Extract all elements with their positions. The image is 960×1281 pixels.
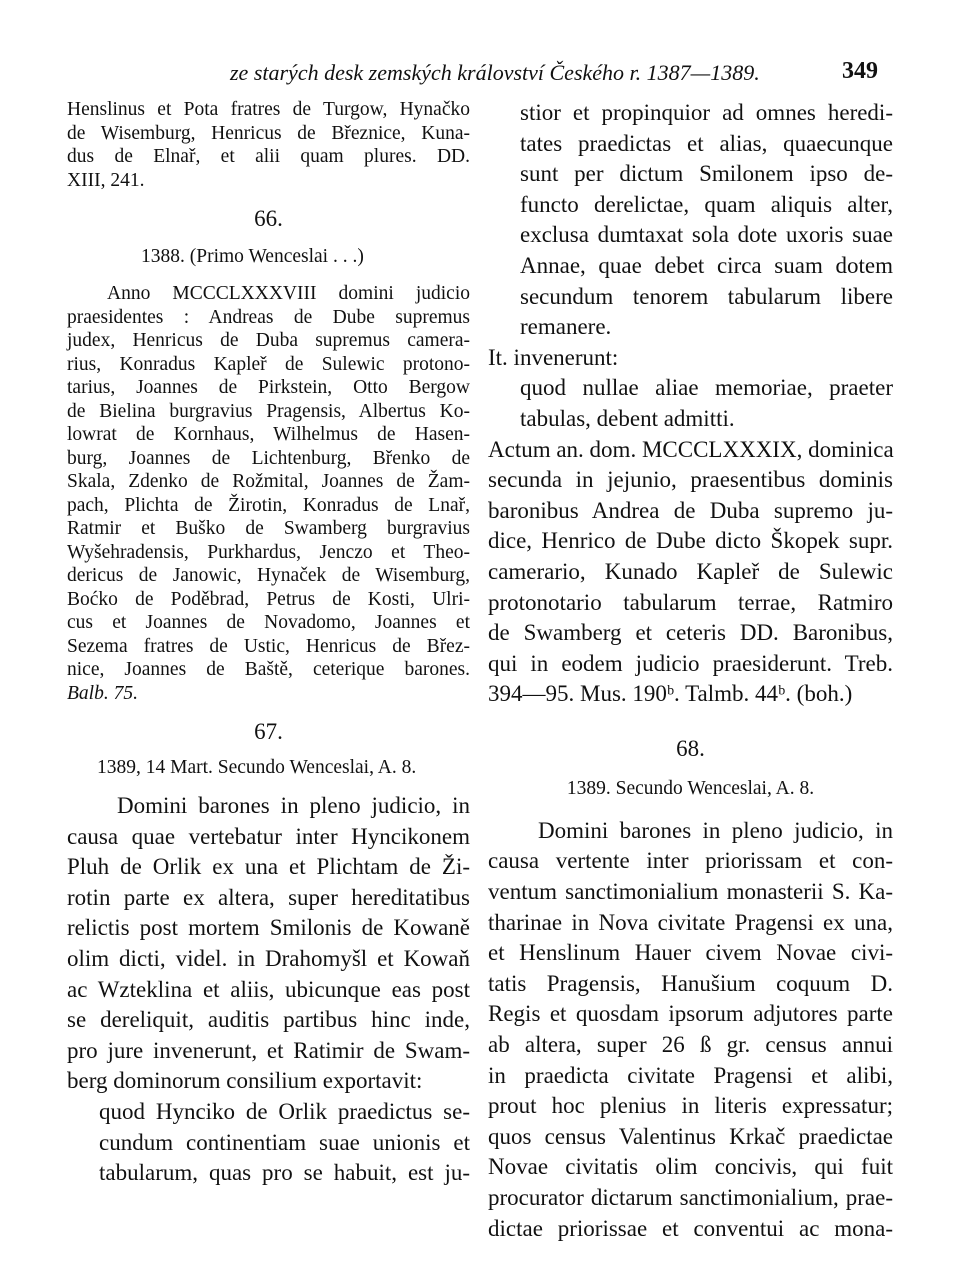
text-line: secunda in jejunio, praesentibus dominis: [488, 467, 893, 493]
text-line: ac Wzteklina et aliis, ubicunque eas post: [67, 976, 470, 1002]
text-line: dericus de Janowic, Hynaček de Wisemburg,: [67, 565, 470, 586]
text-line: dice, Henrico de Dube dicto Škopek supr.: [488, 528, 893, 554]
text-line: causa quae vertebatur inter Hyncikonem: [67, 823, 470, 849]
text-line: Wyšehradensis, Purkhardus, Jenczo et Theo-: [67, 541, 470, 563]
text-line: Henslinus et Pota fratres de Turgow, Hynačko: [67, 99, 470, 120]
second-finding: [488, 373, 893, 434]
text-line: ab altera, super 26 ß gr. census annui: [488, 1032, 893, 1058]
entry-number-68: 68.: [676, 735, 705, 761]
text-line: Pluh de Orlik ex una et Plichtam de Ži-: [67, 854, 470, 880]
entry-date-66: 1388. (Primo Wenceslai . . .): [141, 246, 364, 267]
text-line: Skala, Zdenko de Rožmital, Joannes de Žam-: [67, 471, 470, 492]
text-line: de Bielina burgravius Pragensis, Albertus Ko-: [67, 400, 470, 422]
text-line: berg dominorum consilium exportavit:: [67, 1068, 423, 1094]
text-line: 394—95. Mus. 190ᵇ. Talmb. 44ᵇ. (boh.): [488, 681, 853, 707]
text-line: tharinae in Nova civitate Pragensi ex una,: [488, 909, 893, 935]
text-line: praesidentes : Andreas de Dube supremus: [67, 306, 470, 328]
entry-68-body: [488, 816, 893, 1244]
text-line: relictis post mortem Smilonis de Kowaně: [67, 915, 470, 941]
text-line: quod nullae aliae memoriae, praeter: [520, 375, 893, 401]
text-line: Ratmir et Buško de Swamberg burgravius: [67, 518, 470, 539]
text-line: se dereliquit, auditis partibus hinc inde,: [67, 1007, 470, 1033]
text-line: Actum an. dom. MCCCLXXXIX, dominica: [488, 436, 894, 462]
text-line: quos census Valentinus Krkač praedictae: [488, 1123, 893, 1149]
text-line: rotin parte ex altera, super hereditatibus: [67, 884, 470, 910]
text-line: Domini barones in pleno judicio, in: [538, 817, 893, 843]
text-line: judex, Henricus de Duba supremus camera-: [67, 330, 470, 351]
text-line: XIII, 241.: [67, 169, 145, 191]
text-line: nice, Joannes de Baště, ceterique barones.: [67, 659, 470, 680]
right-column: [488, 98, 893, 1244]
text-line: Annae, quae debet circa suam dotem: [520, 252, 893, 278]
text-line: ventum sanctimonialium monasterii S. Ka-: [488, 879, 893, 905]
text-line: lowrat de Kornhaus, Wilhelmus de Hasen-: [67, 424, 470, 445]
text-line: Regis et quosdam ipsorum adjutores parte: [488, 1001, 893, 1027]
entry-66-body: [67, 282, 470, 705]
text-line: tarius, Joannes de Pirkstein, Otto Bergow: [67, 377, 470, 398]
text-line: cus et Joannes de Novadomo, Joannes et: [67, 612, 470, 633]
actum-paragraph: [488, 435, 893, 710]
text-line: tatis Pragensis, Hanušium coquum D.: [488, 970, 893, 996]
text-line: functo derelictae, quam aliquis alter,: [520, 191, 893, 217]
text-line: prout hoc plenius in literis expressatur;: [488, 1093, 893, 1119]
entry-number-67: 67.: [254, 719, 283, 744]
text-line: et Henslinum Hauer civem Novae civi-: [488, 940, 893, 966]
text-line: tates praedictas et alias, quaecunque: [520, 130, 893, 156]
source-reference-text: Balb. 75.: [67, 682, 138, 704]
text-line: quod Hynciko de Orlik praedictus se-: [99, 1098, 470, 1124]
left-column: [67, 98, 470, 1189]
entry-date-67: 1389, 14 Mart. Secundo Wenceslai, A. 8.: [97, 757, 417, 778]
text-line: pach, Plichta de Žirotin, Konradus de Lnař,: [67, 494, 470, 516]
entry-67-body: [67, 791, 470, 1097]
text-line: tabulas, debent admitti.: [520, 405, 735, 431]
text-line: dictae priorissae et conventui ac mona-: [488, 1215, 893, 1241]
entry-date-68: 1389. Secundo Wenceslai, A. 8.: [566, 777, 815, 799]
running-title: ze starých desk zemských království Českého r. 1387—1389.: [230, 60, 760, 85]
text-line: camerario, Kunado Kapleř de Sulewic: [488, 558, 893, 584]
text-line: stior et propinquior ad omnes heredi-: [520, 100, 893, 125]
text-line: procurator dictarum sanctimonialium, prae-: [488, 1185, 893, 1210]
text-line: sunt per dictum Smilonem ipso de-: [520, 161, 893, 187]
text-line: baronibus Andrea de Duba supremo ju-: [488, 497, 893, 523]
text-line: Domini barones in pleno judicio, in: [117, 793, 470, 818]
text-line: Anno MCCCLXXXVIII domini judicio: [107, 283, 470, 304]
text-line: in praedicta civitate Pragensi et alibi,: [488, 1062, 893, 1088]
source-reference: [67, 682, 470, 706]
text-line: qui in eodem judicio praesiderunt. Treb.: [488, 650, 893, 676]
text-line: rius, Konradus Kapleř de Sulewic protono-: [67, 353, 470, 375]
text-line: cundum continentiam suae unionis et: [99, 1129, 470, 1155]
text-line: secundum tenorem tabularum libere: [520, 283, 893, 309]
page-number: 349: [842, 58, 878, 84]
text-line: protonotario tabularum terrae, Ratmiro: [488, 589, 893, 615]
text-line: Novae civitatis olim concivis, qui fuit: [488, 1154, 893, 1180]
text-line: Sezema fratres de Ustic, Henricus de Břez-: [67, 635, 470, 657]
text-line: pro jure invenerunt, et Ratimir de Swam-: [67, 1037, 470, 1063]
entry-67-finding: [67, 1097, 470, 1189]
entry-67-finding-continued: [488, 98, 893, 343]
text-line: dus de Elnař, et alii quam plures. DD.: [67, 146, 470, 167]
text-line: burg, Joannes de Lichtenburg, Břenko de: [67, 447, 470, 469]
previous-entry-tail: [67, 98, 470, 192]
text-line: tabularum, quas pro se habuit, est ju-: [99, 1160, 470, 1186]
text-line: remanere.: [520, 314, 612, 340]
text-line: de Swamberg et ceteris DD. Baronibus,: [488, 620, 893, 646]
text-line: Boćko de Poděbrad, Petrus de Kosti, Ulri-: [67, 588, 470, 610]
text-line: de Wisemburg, Henricus de Březnice, Kuna-: [67, 122, 470, 144]
entry-number-66: 66.: [254, 206, 283, 231]
it-invenerunt-label: It. invenerunt:: [488, 344, 619, 370]
text-line: olim dicti, videl. in Drahomyšl et Kowaň: [67, 945, 470, 971]
text-line: causa vertente inter priorissam et con-: [488, 848, 893, 874]
text-line: exclusa dumtaxat sola dote uxoris suae: [520, 222, 893, 248]
